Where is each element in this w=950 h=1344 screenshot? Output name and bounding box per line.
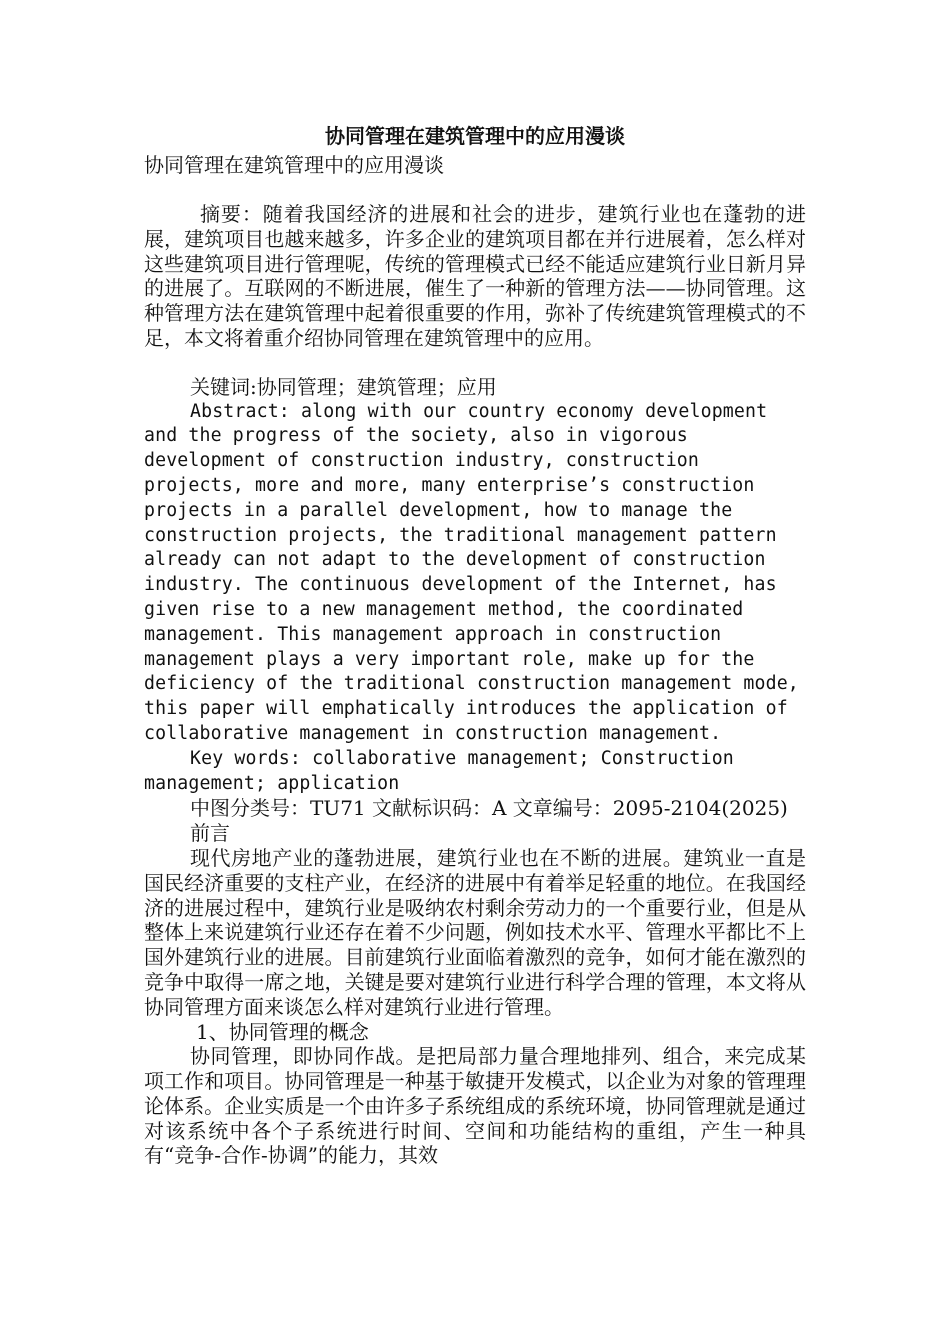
section-1-heading: 1、协同管理的概念: [196, 1019, 369, 1044]
section-1-body: 协同管理，即协同作战。是把局部力量合理地排列、组合，来完成某项工作和项目。协同管理是一种基于敏捷开发模式，以企业为对象的管理理论体系。企业实质是一个由许多子系统组成的系统环境，协同管理就是通过对该系统中各个子系统进行时间、空间和功能结构的重组，产生一种具有“竞争-合作-协调”的能力，其效: [144, 1044, 806, 1168]
document-title: 协同管理在建筑管理中的应用漫谈: [325, 124, 625, 148]
keywords-chinese: 关键词:协同管理；建筑管理；应用: [190, 374, 497, 399]
preface-heading: 前言: [190, 821, 230, 846]
spacer: [144, 351, 806, 375]
classification-line: 中图分类号：TU71 文献标识码：A 文章编号：2095-2104(2025): [190, 796, 788, 821]
abstract-english: Abstract: along with our country economy development and the progress of the society, also in vigorous development of construction industry, construction projects, more and more, many enterprise’s construction projects in a parallel development, how to manage the construction projects, the traditional management pattern already can not adapt to the development of construction industry. The continuous development of the Internet, has given rise to a new management method, the coordinated management. This management approach in construction management plays a very important role, make up for the deficiency of the traditional construction management mode, this paper will emphatically introduces the application of collaborative management in construction management.: [144, 400, 799, 744]
abstract-chinese: 摘要：随着我国经济的进展和社会的进步，建筑行业也在蓬勃的进展，建筑项目也越来越多，许多企业的建筑项目都在并行进展着，怎么样对这些建筑项目进行管理呢，传统的管理模式已经不能适应建筑行业日新月异的进展了。互联网的不断进展，催生了一种新的管理方法——协同管理。这种管理方法在建筑管理中起着很重要的作用，弥补了传统建筑管理模式的不足，本文将着重介绍协同管理在建筑管理中的应用。: [144, 202, 806, 350]
document-subtitle: 协同管理在建筑管理中的应用漫谈: [144, 153, 444, 177]
preface-body: 现代房地产业的蓬勃进展，建筑行业也在不断的进展。建筑业一直是国民经济重要的支柱产业，在经济的进展中有着举足轻重的地位。在我国经济的进展过程中，建筑行业是吸纳农村剩余劳动力的一个重要行业，但是从整体上来说建筑行业还存在着不少问题，例如技术水平、管理水平都比不上国外建筑行业的进展。目前建筑行业面临着激烈的竞争，如何才能在激烈的竞争中取得一席之地，关键是要对建筑行业进行科学合理的管理，本文将从协同管理方面来谈怎么样对建筑行业进行管理。: [144, 845, 806, 1019]
document-page: [144, 120, 806, 1168]
keywords-english: Key words: collaborative management; Construction management; application: [144, 747, 734, 794]
